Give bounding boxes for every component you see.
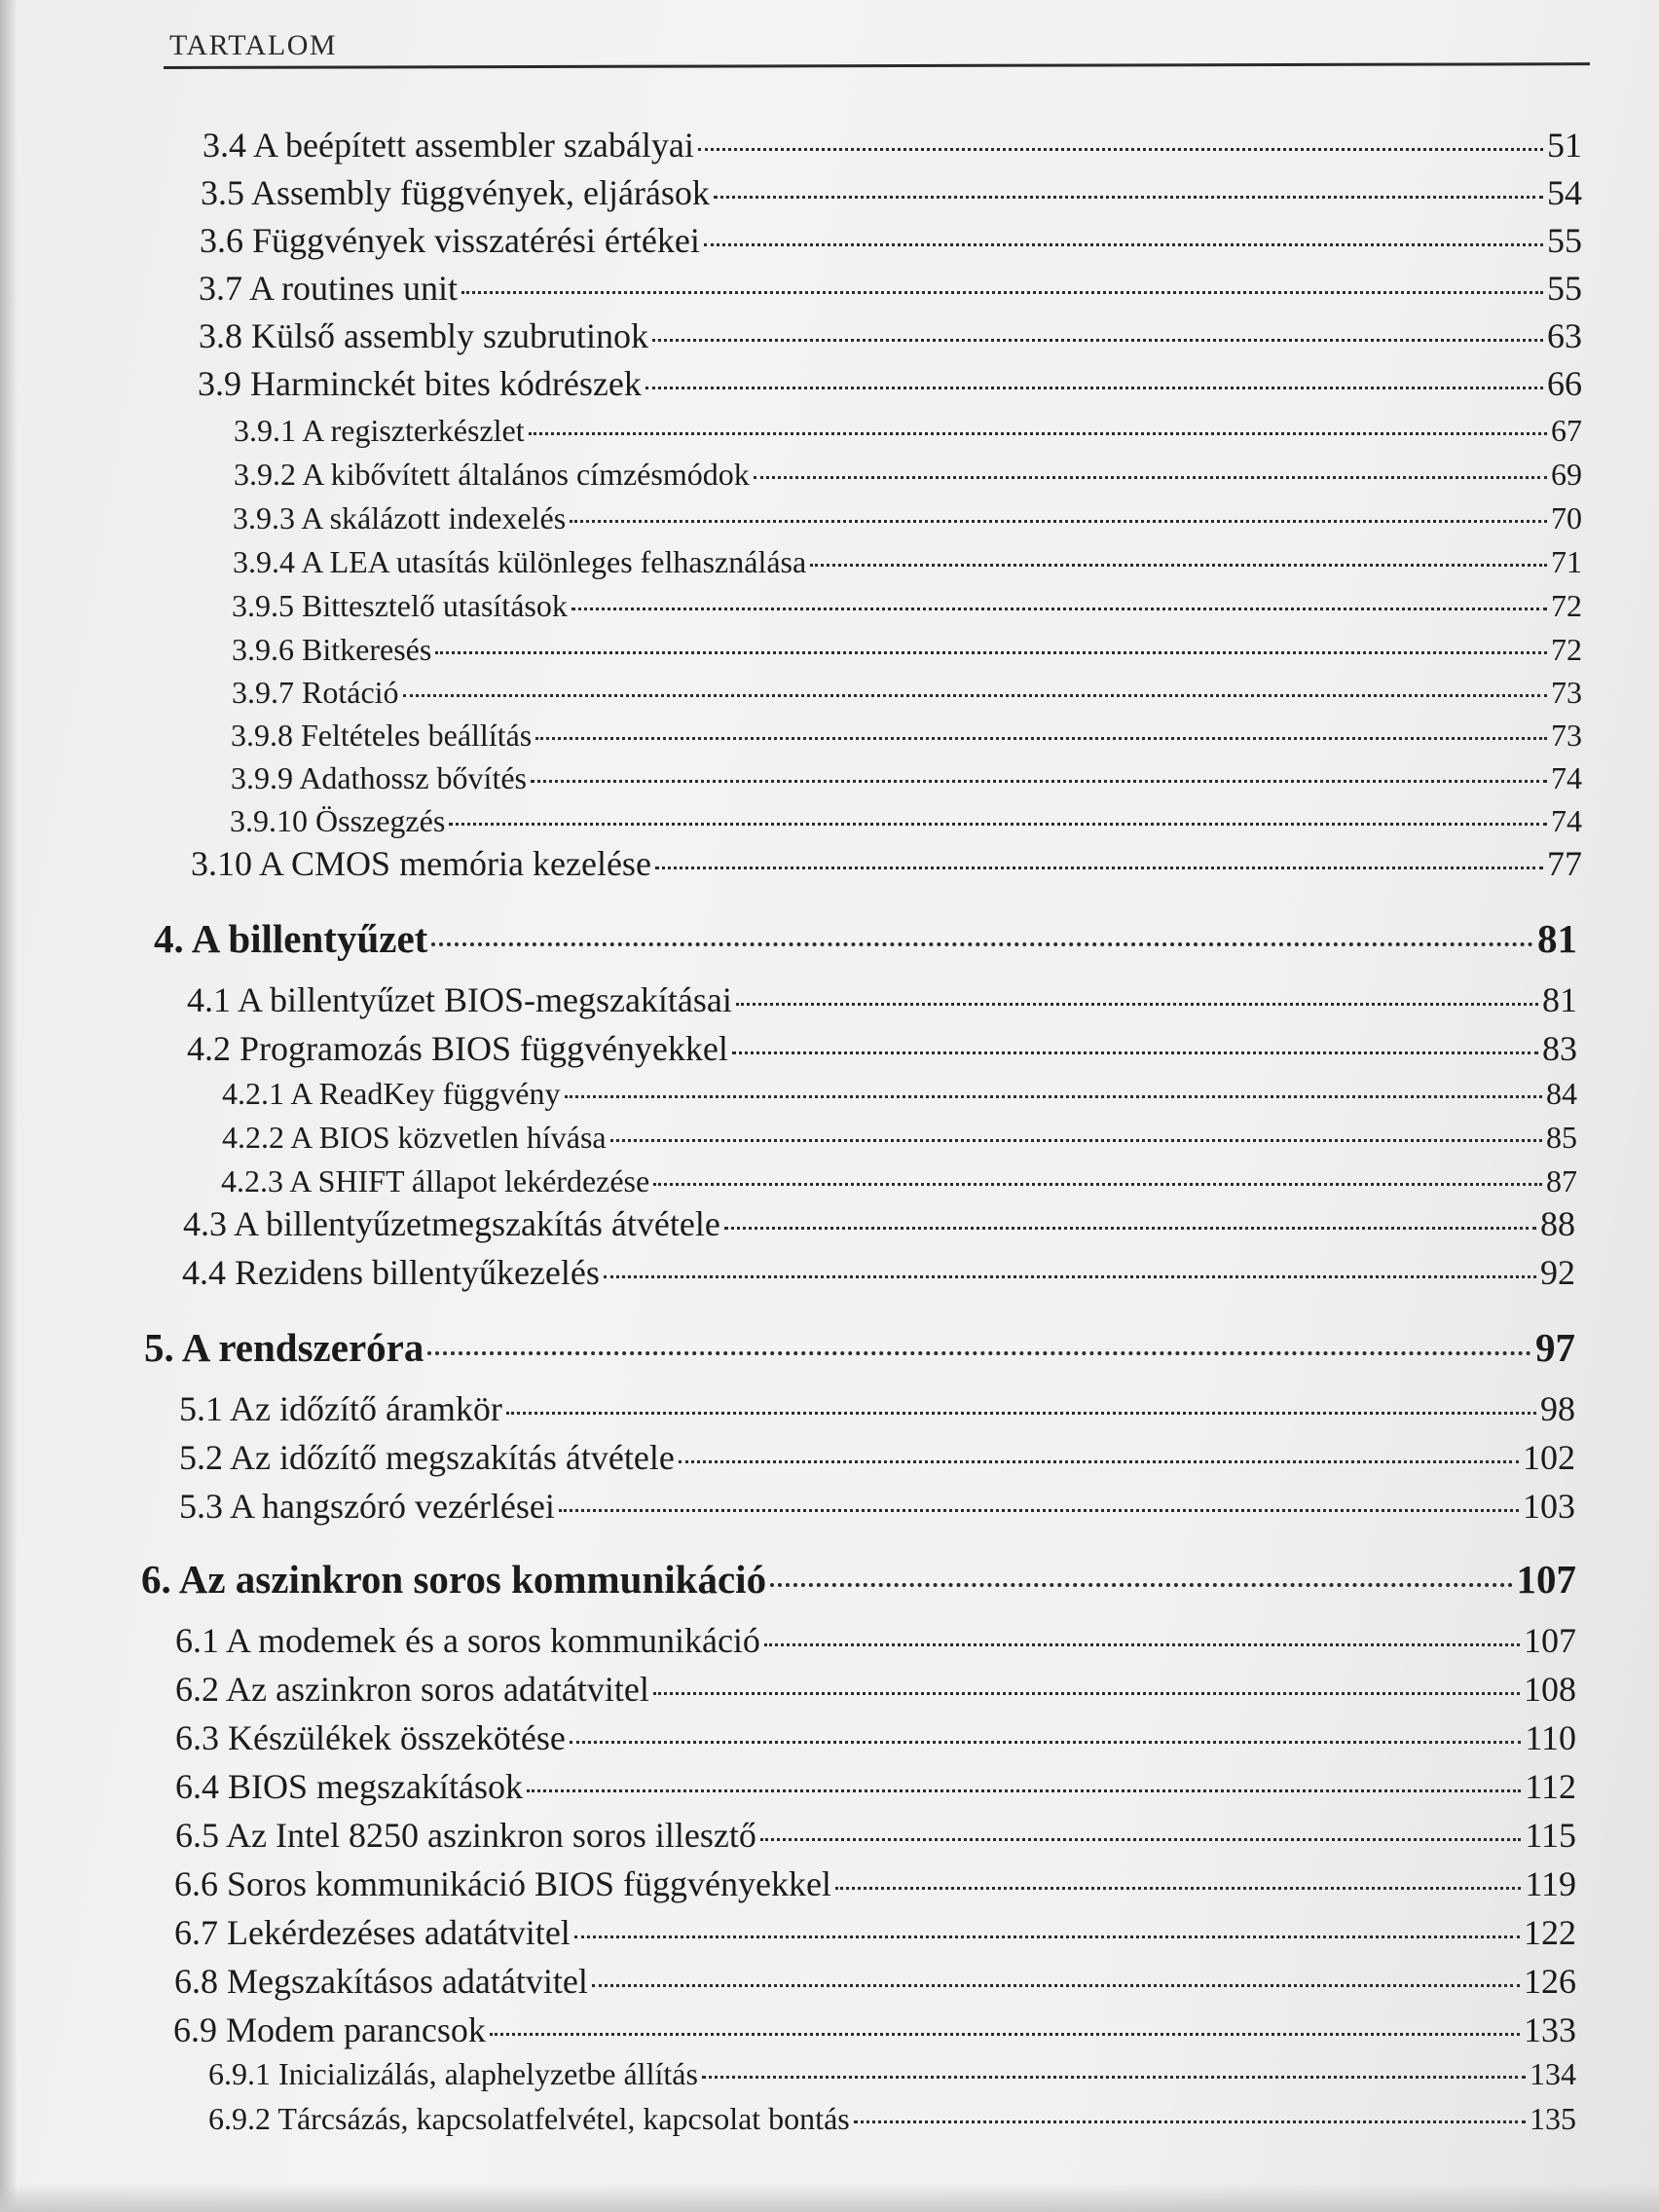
dot-leader xyxy=(764,1643,1520,1646)
toc-entry-page: 115 xyxy=(1525,1816,1576,1855)
dot-leader xyxy=(427,1351,1531,1355)
toc-entry-page: 72 xyxy=(1551,632,1582,667)
toc-entry xyxy=(175,1669,1576,1710)
toc-entry xyxy=(183,1203,1575,1244)
toc-entry-title: 3.9.9 Adathossz bővítés xyxy=(231,760,527,795)
dot-leader xyxy=(435,651,1547,654)
toc-entry-title: 6.9.2 Tárcsázás, kapcsolatfelvétel, kapcsolat bontás xyxy=(208,2101,850,2136)
toc-entry-page: 112 xyxy=(1525,1767,1576,1806)
toc-entry-page: 134 xyxy=(1530,2056,1576,2091)
dot-leader xyxy=(570,520,1547,523)
dot-leader xyxy=(531,780,1547,783)
toc-entry-title: 6.3 Készülékek összekötése xyxy=(175,1718,566,1757)
toc-entry-title: 6.4 BIOS megszakítások xyxy=(175,1767,523,1806)
toc-entry-page: 55 xyxy=(1547,221,1582,260)
dot-leader xyxy=(770,1583,1512,1587)
toc-entry-page: 74 xyxy=(1551,803,1582,838)
toc-entry-page: 83 xyxy=(1542,1029,1577,1068)
dot-leader xyxy=(835,1887,1521,1890)
dot-leader xyxy=(645,387,1543,389)
dot-leader xyxy=(732,1051,1538,1054)
dot-leader xyxy=(529,432,1547,435)
toc-entry-title: 3.10 A CMOS memória kezelése xyxy=(191,844,651,883)
dot-leader xyxy=(565,1095,1543,1098)
toc-entry-page: 126 xyxy=(1524,1962,1576,2001)
toc-entry-title: 3.9.5 Bittesztelő utasítások xyxy=(232,588,568,623)
toc-entry xyxy=(174,1912,1576,1953)
toc-entry xyxy=(198,363,1582,404)
dot-leader xyxy=(535,737,1547,740)
dot-leader xyxy=(655,866,1543,869)
toc-entry-title: 6.6 Soros kommunikáció BIOS függvényekkel xyxy=(174,1864,831,1903)
toc-entry xyxy=(232,632,1582,668)
toc-entry-page: 119 xyxy=(1525,1864,1576,1903)
toc-entry-title: 3.9.2 A kibővített általános címzésmódok xyxy=(234,457,750,492)
toc-entry-page: 72 xyxy=(1551,588,1582,623)
toc-entry xyxy=(182,1252,1575,1293)
toc-entry xyxy=(208,2101,1576,2137)
toc-entry xyxy=(173,2009,1576,2050)
toc-entry-title: 6.5 Az Intel 8250 aszinkron soros illesztő xyxy=(175,1816,756,1855)
toc-entry-page: 103 xyxy=(1523,1487,1575,1526)
toc-entry xyxy=(187,1028,1577,1069)
toc-entry xyxy=(208,2056,1576,2092)
toc-entry xyxy=(199,315,1582,356)
dot-leader xyxy=(760,1838,1521,1841)
toc-chapter-entry xyxy=(141,1556,1576,1603)
toc-entry-title: 3.9.6 Bitkeresés xyxy=(232,632,432,667)
toc-entry xyxy=(203,125,1582,166)
toc-entry-title: 6.1 A modemek és a soros kommunikáció xyxy=(175,1621,760,1660)
toc-entry-page: 77 xyxy=(1547,844,1582,883)
toc-entry xyxy=(187,979,1577,1020)
toc-entry-title: 5.1 Az időzítő áramkör xyxy=(179,1389,502,1428)
dot-leader xyxy=(449,823,1547,826)
toc-entry-title: 6.2 Az aszinkron soros adatátvitel xyxy=(175,1670,649,1709)
toc-entry xyxy=(175,1620,1576,1661)
toc-entry-title: 6.8 Megszakításos adatátvitel xyxy=(174,1962,588,2001)
toc-entry-title: 6.7 Lekérdezéses adatátvitel xyxy=(174,1913,571,1952)
toc-entry-title: 3.9 Harminckét bites kódrészek xyxy=(198,364,642,403)
toc-entry-page: 135 xyxy=(1530,2101,1576,2136)
dot-leader xyxy=(679,1460,1519,1463)
toc-entry xyxy=(234,413,1582,449)
toc-entry-page: 71 xyxy=(1551,544,1582,579)
toc-entry xyxy=(175,1717,1576,1758)
dot-leader xyxy=(702,2076,1526,2079)
dot-leader xyxy=(610,1139,1542,1142)
toc-entry-title: 4.2.1 A ReadKey függvény xyxy=(222,1076,561,1111)
toc-entry-title: 4.3 A billentyűzetmegszakítás átvétele xyxy=(183,1204,720,1243)
dot-leader xyxy=(490,2033,1520,2036)
page-bottom-edge xyxy=(0,2183,1659,2212)
dot-leader xyxy=(754,476,1547,479)
toc-entry xyxy=(230,803,1582,839)
dot-leader xyxy=(592,1984,1520,1987)
toc-entry-page: 81 xyxy=(1537,916,1577,961)
toc-entry-page: 107 xyxy=(1524,1621,1576,1660)
dot-leader xyxy=(570,1741,1521,1744)
dot-leader xyxy=(724,1227,1536,1230)
toc-entry-page: 107 xyxy=(1516,1557,1576,1602)
toc-entry xyxy=(174,1863,1576,1904)
dot-leader xyxy=(604,1275,1536,1278)
toc-entry xyxy=(179,1437,1575,1478)
toc-entry-page: 87 xyxy=(1546,1163,1577,1198)
dot-leader xyxy=(653,1183,1542,1186)
toc-entry-page: 74 xyxy=(1551,760,1582,795)
toc-entry-title: 3.9.3 A skálázott indexelés xyxy=(233,500,567,535)
dot-leader xyxy=(810,564,1547,567)
toc-entry-page: 69 xyxy=(1551,457,1582,492)
toc-entry xyxy=(233,500,1582,536)
toc-entry-page: 102 xyxy=(1523,1438,1575,1477)
dot-leader xyxy=(574,1936,1520,1938)
running-head: TARTALOM xyxy=(169,29,338,61)
toc-entry-title: 6. Az aszinkron soros kommunikáció xyxy=(141,1557,767,1602)
toc-entry xyxy=(232,588,1582,624)
toc-entry xyxy=(231,718,1582,754)
toc-entry-title: 3.9.8 Feltételes beállítás xyxy=(231,718,533,753)
toc-entry xyxy=(175,1766,1576,1807)
toc-entry-page: 122 xyxy=(1524,1913,1576,1952)
toc-entry-title: 4.4 Rezidens billentyűkezelés xyxy=(182,1253,600,1292)
toc-chapter-entry xyxy=(144,1324,1575,1371)
dot-leader xyxy=(461,291,1543,294)
toc-entry-page: 70 xyxy=(1551,500,1582,535)
dot-leader xyxy=(431,942,1533,946)
toc-entry-page: 133 xyxy=(1524,2010,1576,2049)
toc-entry xyxy=(222,1076,1577,1112)
toc-entry-title: 3.8 Külső assembly szubrutinok xyxy=(199,316,648,355)
dot-leader xyxy=(403,694,1547,697)
toc-entry-page: 84 xyxy=(1546,1076,1577,1111)
toc-entry-page: 108 xyxy=(1524,1670,1576,1709)
toc-entry xyxy=(179,1486,1575,1527)
toc-entry-title: 5. A rendszeróra xyxy=(144,1325,424,1370)
toc-entry xyxy=(231,760,1582,796)
toc-entry xyxy=(234,457,1582,493)
dot-leader xyxy=(571,608,1547,610)
toc-entry xyxy=(232,675,1582,711)
toc-entry xyxy=(200,220,1582,261)
toc-entry-page: 73 xyxy=(1551,718,1582,753)
toc-entry-title: 3.4 A beépített assembler szabályai xyxy=(203,126,694,165)
toc-entry-title: 3.9.7 Rotáció xyxy=(232,675,399,710)
dot-leader xyxy=(652,339,1543,342)
toc-entry xyxy=(221,1163,1577,1199)
toc-entry-page: 73 xyxy=(1551,675,1582,710)
toc-chapter-entry xyxy=(154,915,1577,962)
dot-leader xyxy=(506,1412,1536,1415)
toc-entry-page: 67 xyxy=(1551,413,1582,448)
dot-leader xyxy=(736,1003,1538,1006)
toc-entry-title: 4.2 Programozás BIOS függvényekkel xyxy=(187,1029,728,1068)
toc-entry-page: 54 xyxy=(1547,173,1582,212)
toc-entry-page: 51 xyxy=(1547,126,1582,165)
toc-entry xyxy=(199,268,1582,309)
toc-entry-title: 4.2.2 A BIOS közvetlen hívása xyxy=(222,1120,607,1155)
toc-entry-page: 88 xyxy=(1540,1204,1575,1243)
toc-entry-title: 3.9.4 A LEA utasítás különleges felhasználása xyxy=(233,544,807,579)
dot-leader xyxy=(653,1692,1520,1695)
toc-entry-title: 4. A billentyűzet xyxy=(154,916,428,961)
toc-entry-page: 110 xyxy=(1525,1718,1576,1757)
dot-leader xyxy=(527,1789,1521,1792)
toc-entry-page: 63 xyxy=(1547,316,1582,355)
toc-entry-title: 3.6 Függvények visszatérési értékei xyxy=(200,221,700,260)
toc-entry-title: 3.9.1 A regiszterkészlet xyxy=(234,413,525,448)
toc-entry xyxy=(174,1961,1576,2002)
toc-entry-page: 85 xyxy=(1546,1120,1577,1155)
toc-entry-title: 5.2 Az időzítő megszakítás átvétele xyxy=(179,1438,675,1477)
toc-entry-title: 5.3 A hangszóró vezérlései xyxy=(179,1487,555,1526)
toc-entry-page: 92 xyxy=(1540,1253,1575,1292)
toc-entry-title: 4.2.3 A SHIFT állapot lekérdezése xyxy=(221,1163,650,1198)
toc-entry-title: 4.1 A billentyűzet BIOS-megszakításai xyxy=(187,980,732,1019)
toc-entry xyxy=(191,843,1582,884)
toc-entry-title: 6.9 Modem parancsok xyxy=(173,2010,486,2049)
toc-entry-title: 3.9.10 Összegzés xyxy=(230,803,446,838)
dot-leader xyxy=(854,2120,1526,2123)
toc-entry-page: 55 xyxy=(1547,269,1582,308)
toc-entry-page: 98 xyxy=(1540,1389,1575,1428)
toc-entry xyxy=(222,1120,1577,1156)
toc-entry xyxy=(233,544,1582,580)
dot-leader xyxy=(559,1509,1519,1512)
toc-entry xyxy=(175,1815,1576,1856)
toc-entry xyxy=(179,1388,1575,1429)
toc-entry-page: 97 xyxy=(1535,1325,1575,1370)
toc-entry xyxy=(201,172,1582,213)
toc-entry-title: 6.9.1 Inicializálás, alaphelyzetbe állítás xyxy=(208,2056,698,2091)
toc-entry-page: 81 xyxy=(1542,980,1577,1019)
dot-leader xyxy=(704,243,1543,246)
dot-leader xyxy=(714,196,1543,199)
toc-entry-title: 3.7 A routines unit xyxy=(199,269,459,308)
toc-entry-page: 66 xyxy=(1547,364,1582,403)
toc-entry-title: 3.5 Assembly függvények, eljárások xyxy=(201,173,710,212)
dot-leader xyxy=(698,148,1543,151)
